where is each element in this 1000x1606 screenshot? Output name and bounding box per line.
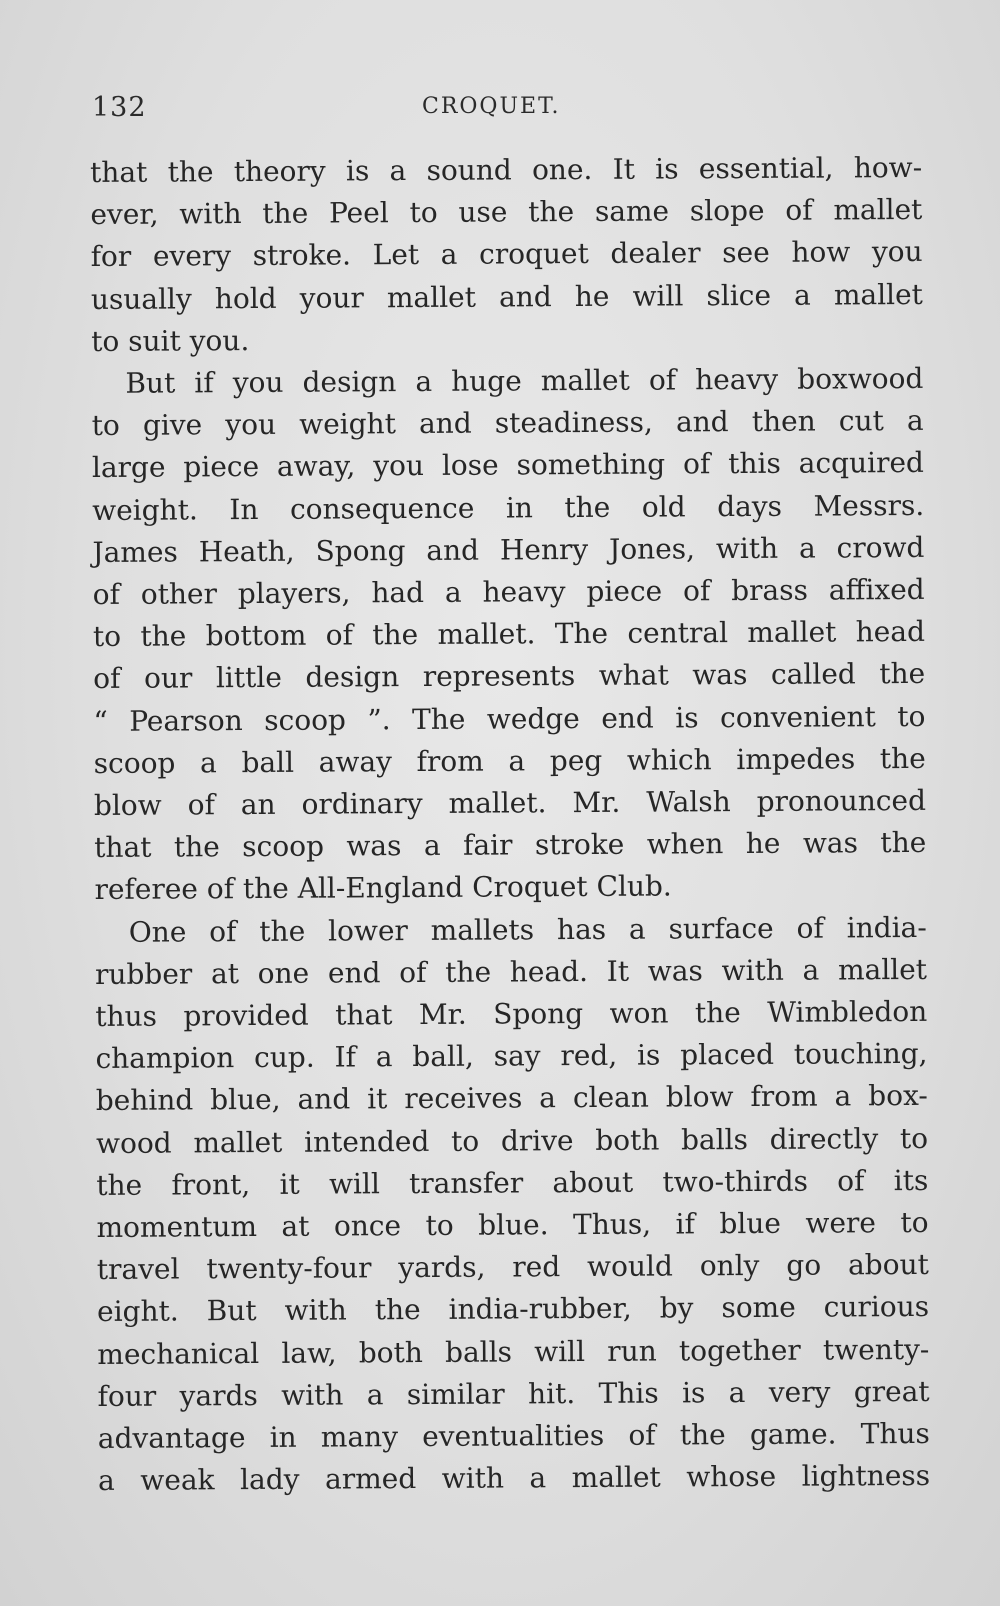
page-header xyxy=(92,92,922,132)
body-text xyxy=(90,147,930,1503)
text-line: four yards with a similar hit. This is a very great xyxy=(97,1374,930,1413)
text-line: usually hold your mallet and he will slice a mallet xyxy=(90,277,923,316)
paragraph xyxy=(91,358,926,912)
text-line: behind blue, and it receives a clean blow from a box- xyxy=(95,1079,928,1118)
text-line: to suit you. xyxy=(91,323,250,358)
text-line: champion cup. If a ball, say red, is placed touching, xyxy=(95,1037,928,1076)
text-line: wood mallet intended to drive both balls directly to xyxy=(95,1121,929,1160)
text-line: a weak lady armed with a mallet whose lightness xyxy=(98,1459,931,1498)
text-line: to give you weight and steadiness, and then cut a xyxy=(91,404,924,443)
text-line: rubber at one end of the head. It was with a mallet xyxy=(94,952,928,991)
text-line: to the bottom of the mallet. The central mallet head xyxy=(92,615,926,654)
text-line: that the scoop was a fair stroke when he was the xyxy=(94,826,927,865)
text-line: advantage in many eventualities of the game. Thus xyxy=(97,1416,930,1456)
text-line: thus provided that Mr. Spong won the Wimbledon xyxy=(95,994,928,1034)
text-line: But if you design a huge mallet of heavy boxwood xyxy=(125,361,924,400)
paragraph xyxy=(90,147,923,363)
running-head: CROQUET. xyxy=(422,94,561,119)
text-line: One of the lower mallets has a surface of india- xyxy=(128,910,927,949)
paragraph xyxy=(95,907,931,1503)
text-line: James Heath, Spong and Henry Jones, with a crowd xyxy=(92,530,925,569)
text-line: that the theory is a sound one. It is essential, how- xyxy=(90,150,923,189)
page-number: 132 xyxy=(92,92,147,123)
text-line: of other players, had a heavy piece of brass affixed xyxy=(92,572,925,612)
text-line: large piece away, you lose something of this acquired xyxy=(91,446,925,485)
text-line: of our little design represents what was called the xyxy=(93,657,926,696)
text-line: travel twenty-four yards, red would only go about xyxy=(96,1248,929,1287)
text-line: eight. But with the india-rubber, by some curious xyxy=(96,1290,930,1329)
text-line: the front, it will transfer about two-thirds of its xyxy=(96,1163,929,1202)
text-line: for every stroke. Let a croquet dealer see how you xyxy=(90,235,923,274)
text-line: mechanical law, both balls will run together twenty- xyxy=(97,1332,930,1371)
text-line: “ Pearson scoop ”. The wedge end is convenient to xyxy=(93,699,926,738)
text-line: ever, with the Peel to use the same slope of mallet xyxy=(90,193,923,232)
text-line: momentum at once to blue. Thus, if blue were to xyxy=(96,1205,929,1245)
text-line: blow of an ordinary mallet. Mr. Walsh pronounced xyxy=(93,783,927,823)
text-line: weight. In consequence in the old days Messrs. xyxy=(92,488,925,527)
text-line: scoop a ball away from a peg which impedes the xyxy=(93,741,926,780)
text-line: referee of the All-England Croquet Club. xyxy=(94,869,672,907)
